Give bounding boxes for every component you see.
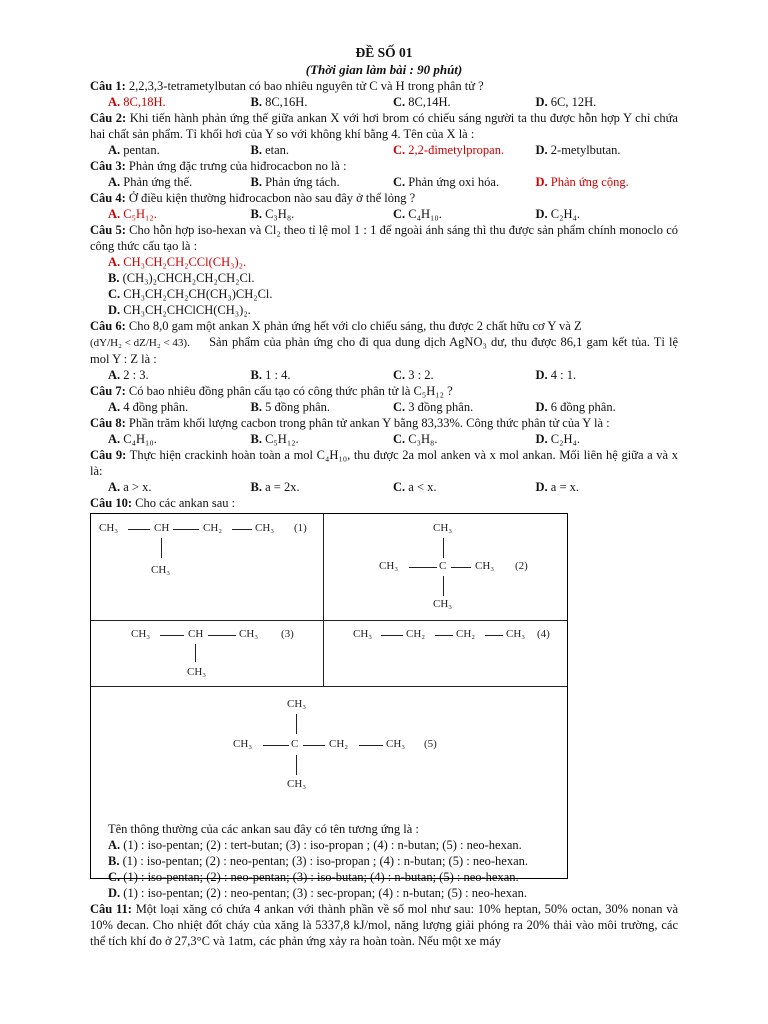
question-6-formula-line (90, 334, 678, 367)
group-label: CH₃ (386, 738, 406, 750)
option-text: (1) : iso-pentan; (2) : tert-butan; (3) : iso-propan ; (4) : n-butan; (5) : neo-hexan. (120, 838, 522, 852)
option-b[interactable] (251, 431, 394, 447)
option-text: 8C,14H. (405, 95, 451, 109)
bond-line (485, 635, 503, 636)
option-text: (1) : iso-pentan; (2) : neo-pentan; (3) : iso-butan; (4) : n-butan; (5) : neo-hexan. (120, 870, 519, 884)
table-divider (323, 514, 324, 686)
option-key: C. (393, 368, 406, 382)
question-text-continued: Sản phẩm của phản ứng cho đi qua dung dịch AgNO₃ dư, thu được 86,1 gam kết tủa. Tỉ lệ mol Y : Z là : (90, 335, 678, 366)
option-key: C. (393, 432, 406, 446)
group-label: CH₃ (353, 628, 373, 640)
option-key: C. (393, 143, 406, 157)
option-text: Phản ứng thế. (120, 175, 193, 189)
options-row (90, 142, 678, 158)
bond-line (173, 529, 199, 530)
option-a[interactable] (108, 399, 251, 415)
option-text: C₃H₈. (405, 432, 438, 446)
option-text: C₂H₄. (547, 207, 580, 221)
option-d[interactable] (536, 431, 679, 447)
option-c[interactable] (393, 142, 536, 158)
question-6 (90, 318, 678, 334)
option-key: D. (535, 480, 548, 494)
table-divider (91, 686, 567, 687)
bond-line (161, 538, 162, 558)
option-d[interactable] (536, 399, 679, 415)
group-label: C (439, 560, 447, 572)
option-key: D. (535, 368, 548, 382)
group-label: CH₃ (379, 560, 399, 572)
question-2 (90, 110, 678, 142)
question-10 (90, 495, 678, 511)
question-text: Cho hỗn hợp iso-hexan và Cl₂ theo tỉ lệ mol 1 : 1 để ngoài ánh sáng thì thu được sản phẩm chính monoclo có công thức cấu tạo là : (90, 223, 678, 253)
option-d[interactable] (90, 885, 678, 901)
option-c[interactable] (90, 286, 678, 302)
question-text: Ở điều kiện thường hiđrocacbon nào sau đây ở thể lỏng ? (125, 191, 416, 205)
group-label: CH₃ (99, 522, 119, 534)
question-10-prompt: Tên thông thường của các ankan sau đây có tên tương ứng là : (108, 822, 419, 836)
group-label: CH₂ (203, 522, 223, 534)
option-text: C₅H₁₂. (261, 432, 299, 446)
option-key: D. (535, 432, 548, 446)
question-label: Câu 10: (90, 496, 133, 510)
option-key: D. (535, 400, 548, 414)
option-key: D. (535, 175, 548, 189)
option-key: D. (108, 886, 121, 900)
structure-tag: (5) (424, 738, 437, 750)
option-key: C. (393, 400, 406, 414)
option-text: 3 : 2. (405, 368, 434, 382)
group-label: CH (154, 522, 170, 534)
option-text: C₄H₁₀. (120, 432, 157, 446)
group-label: CH₃ (475, 560, 495, 572)
group-label: CH₃ (239, 628, 259, 640)
question-label: Câu 3: (90, 159, 126, 173)
group-label: CH₂ (406, 628, 426, 640)
option-d[interactable] (536, 479, 679, 495)
option-c[interactable] (393, 399, 536, 415)
group-label: CH₂ (456, 628, 476, 640)
bond-line (128, 529, 150, 530)
option-text: (1) : iso-pentan; (2) : neo-pentan; (3) : iso-propan ; (4) : n-butan; (5) : neo-hexan. (119, 854, 529, 868)
options-row (90, 206, 678, 222)
option-text: 8C,18H. (120, 95, 166, 109)
question-11 (90, 901, 678, 949)
question-text: Cho 8,0 gam một ankan X phản ứng hết với clo chiếu sáng, thu được 2 chất hữu cơ Y và Z (125, 319, 582, 333)
option-b[interactable] (251, 142, 394, 158)
structure-tag: (3) (281, 628, 294, 640)
option-key: A. (108, 143, 121, 157)
option-key: D. (535, 143, 548, 157)
option-text: C₂H₄. (547, 432, 580, 446)
group-label: CH₃ (131, 628, 151, 640)
option-key: B. (250, 175, 262, 189)
question-text: Cho các ankan sau : (132, 496, 236, 510)
bond-line (409, 567, 437, 568)
option-d[interactable] (536, 142, 679, 158)
option-a[interactable] (108, 206, 251, 222)
option-b[interactable] (251, 479, 394, 495)
question-text: Một loại xăng có chứa 4 ankan với thành phần về số mol như sau: 10% heptan, 50% octan, 30% nonan và 10% đecan. Cho nhiệt đốt cháy của xăng là 5337,8 kJ/mol, năng lượng giải phóng ra 20% thải vào môi trường, các thể tích khí đo ở 27,3°C và 1atm, các phản ứng xảy ra hoàn toàn. Nếu một xe máy (90, 902, 679, 948)
option-key: D. (535, 207, 548, 221)
option-text: 6 đồng phân. (547, 400, 616, 414)
option-d[interactable] (536, 94, 679, 110)
option-key: A. (108, 480, 121, 494)
bond-line (443, 576, 444, 596)
group-label: CH₃ (151, 564, 171, 576)
question-label: Câu 9: (90, 448, 127, 462)
option-key: A. (108, 175, 121, 189)
option-key: C. (108, 870, 121, 884)
question-text: Có bao nhiêu đồng phân cấu tạo có công thức phân tử là C₅H₁₂ ? (125, 384, 453, 398)
option-d[interactable] (536, 206, 679, 222)
option-key: B. (250, 143, 262, 157)
option-c[interactable] (393, 431, 536, 447)
question-1 (90, 78, 678, 94)
option-text: 4 đồng phân. (120, 400, 189, 414)
option-text: Phản ứng tách. (261, 175, 340, 189)
group-label: CH₃ (506, 628, 526, 640)
option-key: B. (250, 400, 262, 414)
question-label: Câu 6: (90, 319, 126, 333)
option-key: C. (393, 480, 406, 494)
option-text: 4 : 1. (547, 368, 577, 382)
option-a[interactable] (108, 431, 251, 447)
structure-tag: (2) (515, 560, 528, 572)
option-text: pentan. (120, 143, 160, 157)
bond-line (195, 644, 196, 662)
option-key: C. (108, 287, 121, 301)
bond-line (263, 745, 289, 746)
option-key: B. (108, 854, 120, 868)
options-row (90, 399, 678, 415)
option-a[interactable] (108, 367, 251, 383)
option-key: C. (393, 207, 406, 221)
option-a[interactable] (108, 94, 251, 110)
table-divider (91, 620, 567, 621)
option-key: B. (250, 368, 262, 382)
group-label: CH₃ (187, 666, 207, 678)
question-8 (90, 415, 678, 431)
option-key: C. (393, 95, 406, 109)
question-5 (90, 222, 678, 254)
question-label: Câu 5: (90, 223, 126, 237)
group-label: CH₃ (255, 522, 275, 534)
bond-line (303, 745, 325, 746)
option-key: B. (250, 480, 262, 494)
option-b[interactable] (251, 94, 394, 110)
question-label: Câu 2: (90, 111, 127, 125)
option-key: D. (535, 95, 548, 109)
option-key: A. (108, 432, 121, 446)
question-text: Phần trăm khối lượng cacbon trong phân tử ankan Y bằng 83,33%. Công thức phân tử của Y là : (125, 416, 610, 430)
structures-table (90, 513, 568, 879)
option-key: B. (108, 271, 120, 285)
option-text: 5 đồng phân. (261, 400, 331, 414)
option-text: 6C, 12H. (547, 95, 597, 109)
question-text: Phản ứng đặc trưng của hiđrocacbon no là : (125, 159, 347, 173)
option-c[interactable] (393, 206, 536, 222)
exam-page (90, 44, 678, 949)
group-label: CH₂ (329, 738, 349, 750)
option-c[interactable] (393, 94, 536, 110)
options-row (90, 94, 678, 110)
question-4 (90, 190, 678, 206)
option-text: C₃H₈. (261, 207, 295, 221)
group-label: CH₃ (433, 598, 453, 610)
option-key: B. (250, 95, 262, 109)
options-row (90, 479, 678, 495)
group-label: CH (188, 628, 204, 640)
bond-line (160, 635, 184, 636)
structure-tag: (1) (294, 522, 307, 534)
question-3 (90, 158, 678, 174)
options-row (90, 367, 678, 383)
group-label: CH₃ (287, 778, 307, 790)
bond-line (435, 635, 453, 636)
bond-line (232, 529, 252, 530)
bond-line (381, 635, 403, 636)
option-text: a < x. (405, 480, 437, 494)
option-text: Phản ứng cộng. (547, 175, 629, 189)
option-b[interactable] (251, 399, 394, 415)
bond-line (443, 538, 444, 558)
option-key: A. (108, 207, 121, 221)
option-key: A. (108, 400, 121, 414)
option-text: 8C,16H. (261, 95, 308, 109)
option-text: C₄H₁₀. (405, 207, 442, 221)
option-text: (CH₃)₂CHCH₂CH₂CH₂Cl. (119, 271, 255, 285)
option-text: 2-metylbutan. (547, 143, 621, 157)
bond-line (359, 745, 383, 746)
option-text: 1 : 4. (261, 368, 291, 382)
option-a[interactable] (108, 142, 251, 158)
bond-line (208, 635, 236, 636)
option-text: C₅H₁₂. (120, 207, 157, 221)
option-key: A. (108, 255, 121, 269)
option-key: A. (108, 95, 121, 109)
option-text: CH₃CH₂CH₂CH(CH₃)CH₂Cl. (120, 287, 273, 301)
option-text: 2,2-đimetylpropan. (405, 143, 505, 157)
option-text: (1) : iso-pentan; (2) : neo-pentan; (3) : sec-propan; (4) : n-butan; (5) : neo-hexan. (120, 886, 527, 900)
question-9 (90, 447, 678, 479)
option-b[interactable] (251, 206, 394, 222)
option-c[interactable] (393, 479, 536, 495)
option-key: D. (108, 303, 121, 317)
option-text: a = 2x. (261, 480, 300, 494)
option-text: CH₃CH₂CHClCH(CH₃)₂. (120, 303, 251, 317)
option-c[interactable] (393, 367, 536, 383)
option-b[interactable] (251, 174, 394, 190)
option-text: Phản ứng oxi hóa. (405, 175, 500, 189)
question-label: Câu 7: (90, 384, 126, 398)
option-text: 3 đồng phân. (405, 400, 474, 414)
bond-line (296, 755, 297, 775)
option-a[interactable] (108, 479, 251, 495)
option-b[interactable] (90, 270, 678, 286)
option-text: a > x. (120, 480, 152, 494)
group-label: CH₃ (233, 738, 253, 750)
option-a[interactable] (90, 254, 678, 270)
question-text: 2,2,3,3-tetrametylbutan có bao nhiêu nguyên tử C và H trong phân tử ? (125, 79, 484, 93)
option-d[interactable] (536, 367, 679, 383)
options-row (90, 431, 678, 447)
question-text: Khi tiến hành phản ứng thế giữa ankan X với hơi brom có chiếu sáng người ta thu được hỗn hợp Y chỉ chứa hai chất sản phẩm. Tỉ khối hơi của Y so với không khí bằng 4. Tên của X là : (90, 111, 678, 141)
option-text: 2 : 3. (120, 368, 149, 382)
option-text: etan. (261, 143, 290, 157)
option-key: A. (108, 368, 121, 382)
question-label: Câu 11: (90, 902, 132, 916)
question-text: Thực hiện crackinh hoàn toàn a mol C₄H₁₀, thu được 2a mol anken và x mol ankan. Mối liên hệ giữa a và x là: (90, 448, 678, 478)
question-label: Câu 4: (90, 191, 126, 205)
question-label: Câu 1: (90, 79, 126, 93)
option-text: CH₃CH₂CH₂CCl(CH₃)₂. (120, 255, 247, 269)
options-row (90, 174, 678, 190)
group-label: CH₃ (433, 522, 453, 534)
bond-line (296, 714, 297, 734)
question-7 (90, 383, 678, 399)
option-b[interactable] (251, 367, 394, 383)
option-key: B. (250, 432, 262, 446)
option-key: B. (250, 207, 262, 221)
structure-tag: (4) (537, 628, 550, 640)
option-a[interactable] (108, 174, 251, 190)
question-label: Câu 8: (90, 416, 126, 430)
exam-title: ĐỀ SỐ 01 (355, 45, 413, 60)
option-key: A. (108, 838, 121, 852)
option-key: C. (393, 175, 406, 189)
density-formula: (dY/H₂ < dZ/H₂ < 43). (90, 337, 190, 349)
option-d[interactable] (536, 174, 679, 190)
bond-line (451, 567, 471, 568)
group-label: CH₃ (287, 698, 307, 710)
option-text: a = x. (547, 480, 580, 494)
option-c[interactable] (393, 174, 536, 190)
exam-subtitle: (Thời gian làm bài : 90 phút) (305, 62, 463, 77)
group-label: C (291, 738, 299, 750)
option-d[interactable] (90, 302, 678, 318)
